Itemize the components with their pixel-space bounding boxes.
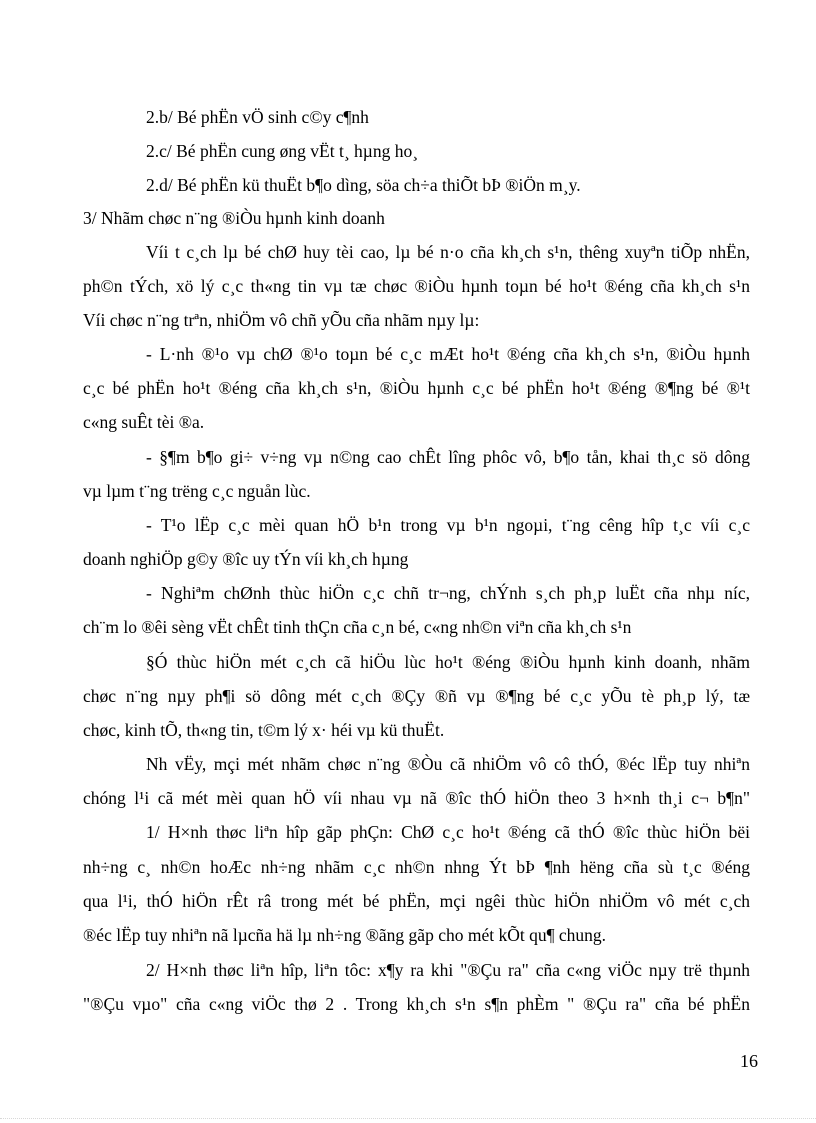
line-20: Nh vËy, mçi mét nhãm chøc n¨ng ®Òu cã nhiÖm vô cô thÓ, ®éc lËp tuy nhiªn	[146, 754, 750, 774]
line-11: - §¶m b¶o gi÷ v÷ng vµ n©ng cao chÊt lîng phôc vô, b¶o tån, khai th¸c sö dông	[146, 447, 750, 467]
line-21: chóng l¹i cã mét mèi quan hÖ víi nhau vµ nã ®îc thÓ hiÖn theo 3 h×nh th¸i c¬ b¶n"	[83, 788, 750, 808]
line-13: - T¹o lËp c¸c mèi quan hÖ b¹n trong vµ b¹n ngoµi, t¨ng cêng hîp t¸c víi c¸c	[146, 515, 750, 535]
line-16: ch¨m lo ®êi sèng vËt chÊt tinh thÇn cña c¸n bé, c«ng nh©n viªn cña kh¸ch s¹n	[83, 617, 632, 637]
line-15: - Nghiªm chØnh thùc hiÖn c¸c chñ tr¬ng, chÝnh s¸ch ph¸p luËt cña nhµ níc,	[146, 583, 750, 603]
line-12: vµ lµm t¨ng trëng c¸c nguån lùc.	[83, 481, 311, 501]
line-10: c«ng suÊt tèi ®a.	[83, 412, 205, 432]
line-2: 2.c/ Bé phËn cung øng vËt t¸ hµng ho¸	[146, 141, 419, 161]
line-23: nh÷ng c¸ nh©n hoÆc nh÷ng nhãm c¸c nh©n nhng Ýt bÞ ¶nh hëng cña sù t¸c ®éng	[83, 857, 750, 877]
line-25: ®éc lËp tuy nhiªn nã lµcña hä lµ nh÷ng ®ãng gãp cho mét kÕt qu¶ chung.	[83, 925, 607, 945]
line-27: "®Çu vµo" cña c«ng viÖc thø 2 . Trong kh¸ch s¹n s¶n phÈm " ®Çu ra" cña bé phËn	[83, 994, 750, 1014]
line-1: 2.b/ Bé phËn vÖ sinh c©y c¶nh	[146, 107, 369, 127]
line-26: 2/ H×nh thøc liªn hîp, liªn tôc: x¶y ra khi "®Çu ra" cña c«ng viÖc nµy trë thµnh	[146, 960, 750, 980]
line-19: chøc, kinh tÕ, th«ng tin, t©m lý x· héi vµ kü thuËt.	[83, 720, 445, 740]
line-6: ph©n tÝch, xö lý c¸c th«ng tin vµ tæ chøc ®iÒu hµnh toµn bé ho¹t ®éng cña kh¸ch s¹n	[83, 276, 750, 296]
line-9: c¸c bé phËn ho¹t ®éng cña kh¸ch s¹n, ®iÒu hµnh c¸c bé phËn ho¹t ®éng ®¶ng bé ®¹t	[83, 378, 750, 398]
line-4-heading: 3/ Nhãm chøc n¨ng ®iÒu hµnh kinh doanh	[83, 208, 385, 228]
line-3: 2.d/ Bé phËn kü thuËt b¶o dìng, söa ch÷a thiÕt bÞ ®iÖn m¸y.	[146, 175, 581, 195]
page-bottom-divider	[0, 1118, 816, 1119]
line-7: Víi chøc n¨ng trªn, nhiÖm vô chñ yÕu cña nhãm nµy lµ:	[83, 310, 480, 330]
line-22: 1/ H×nh thøc liªn hîp gãp phÇn: ChØ c¸c ho¹t ®éng cã thÓ ®îc thùc hiÖn bëi	[146, 822, 750, 842]
line-18: chøc n¨ng nµy ph¶i sö dông mét c¸ch ®Çy ®ñ vµ ®¶ng bé c¸c yÕu tè ph¸p lý, tæ	[83, 686, 750, 706]
line-17: §Ó thùc hiÖn mét c¸ch cã hiÖu lùc ho¹t ®éng ®iÒu hµnh kinh doanh, nhãm	[146, 652, 750, 672]
line-8: - L·nh ®¹o vµ chØ ®¹o toµn bé c¸c mÆt ho¹t ®éng cña kh¸ch s¹n, ®iÒu hµnh	[146, 344, 750, 364]
line-24: qua l¹i, thÓ hiÖn rÊt râ trong mét bé phËn, mçi ngêi thùc hiÖn nhiÖm vô mét c¸ch	[83, 891, 750, 911]
page-number: 16	[740, 1051, 758, 1071]
line-5: Víi t c¸ch lµ bé chØ huy tèi cao, lµ bé n·o cña kh¸ch s¹n, thêng xuyªn tiÕp nhËn,	[146, 242, 750, 262]
line-14: doanh nghiÖp g©y ®îc uy tÝn víi kh¸ch hµng	[83, 549, 409, 569]
